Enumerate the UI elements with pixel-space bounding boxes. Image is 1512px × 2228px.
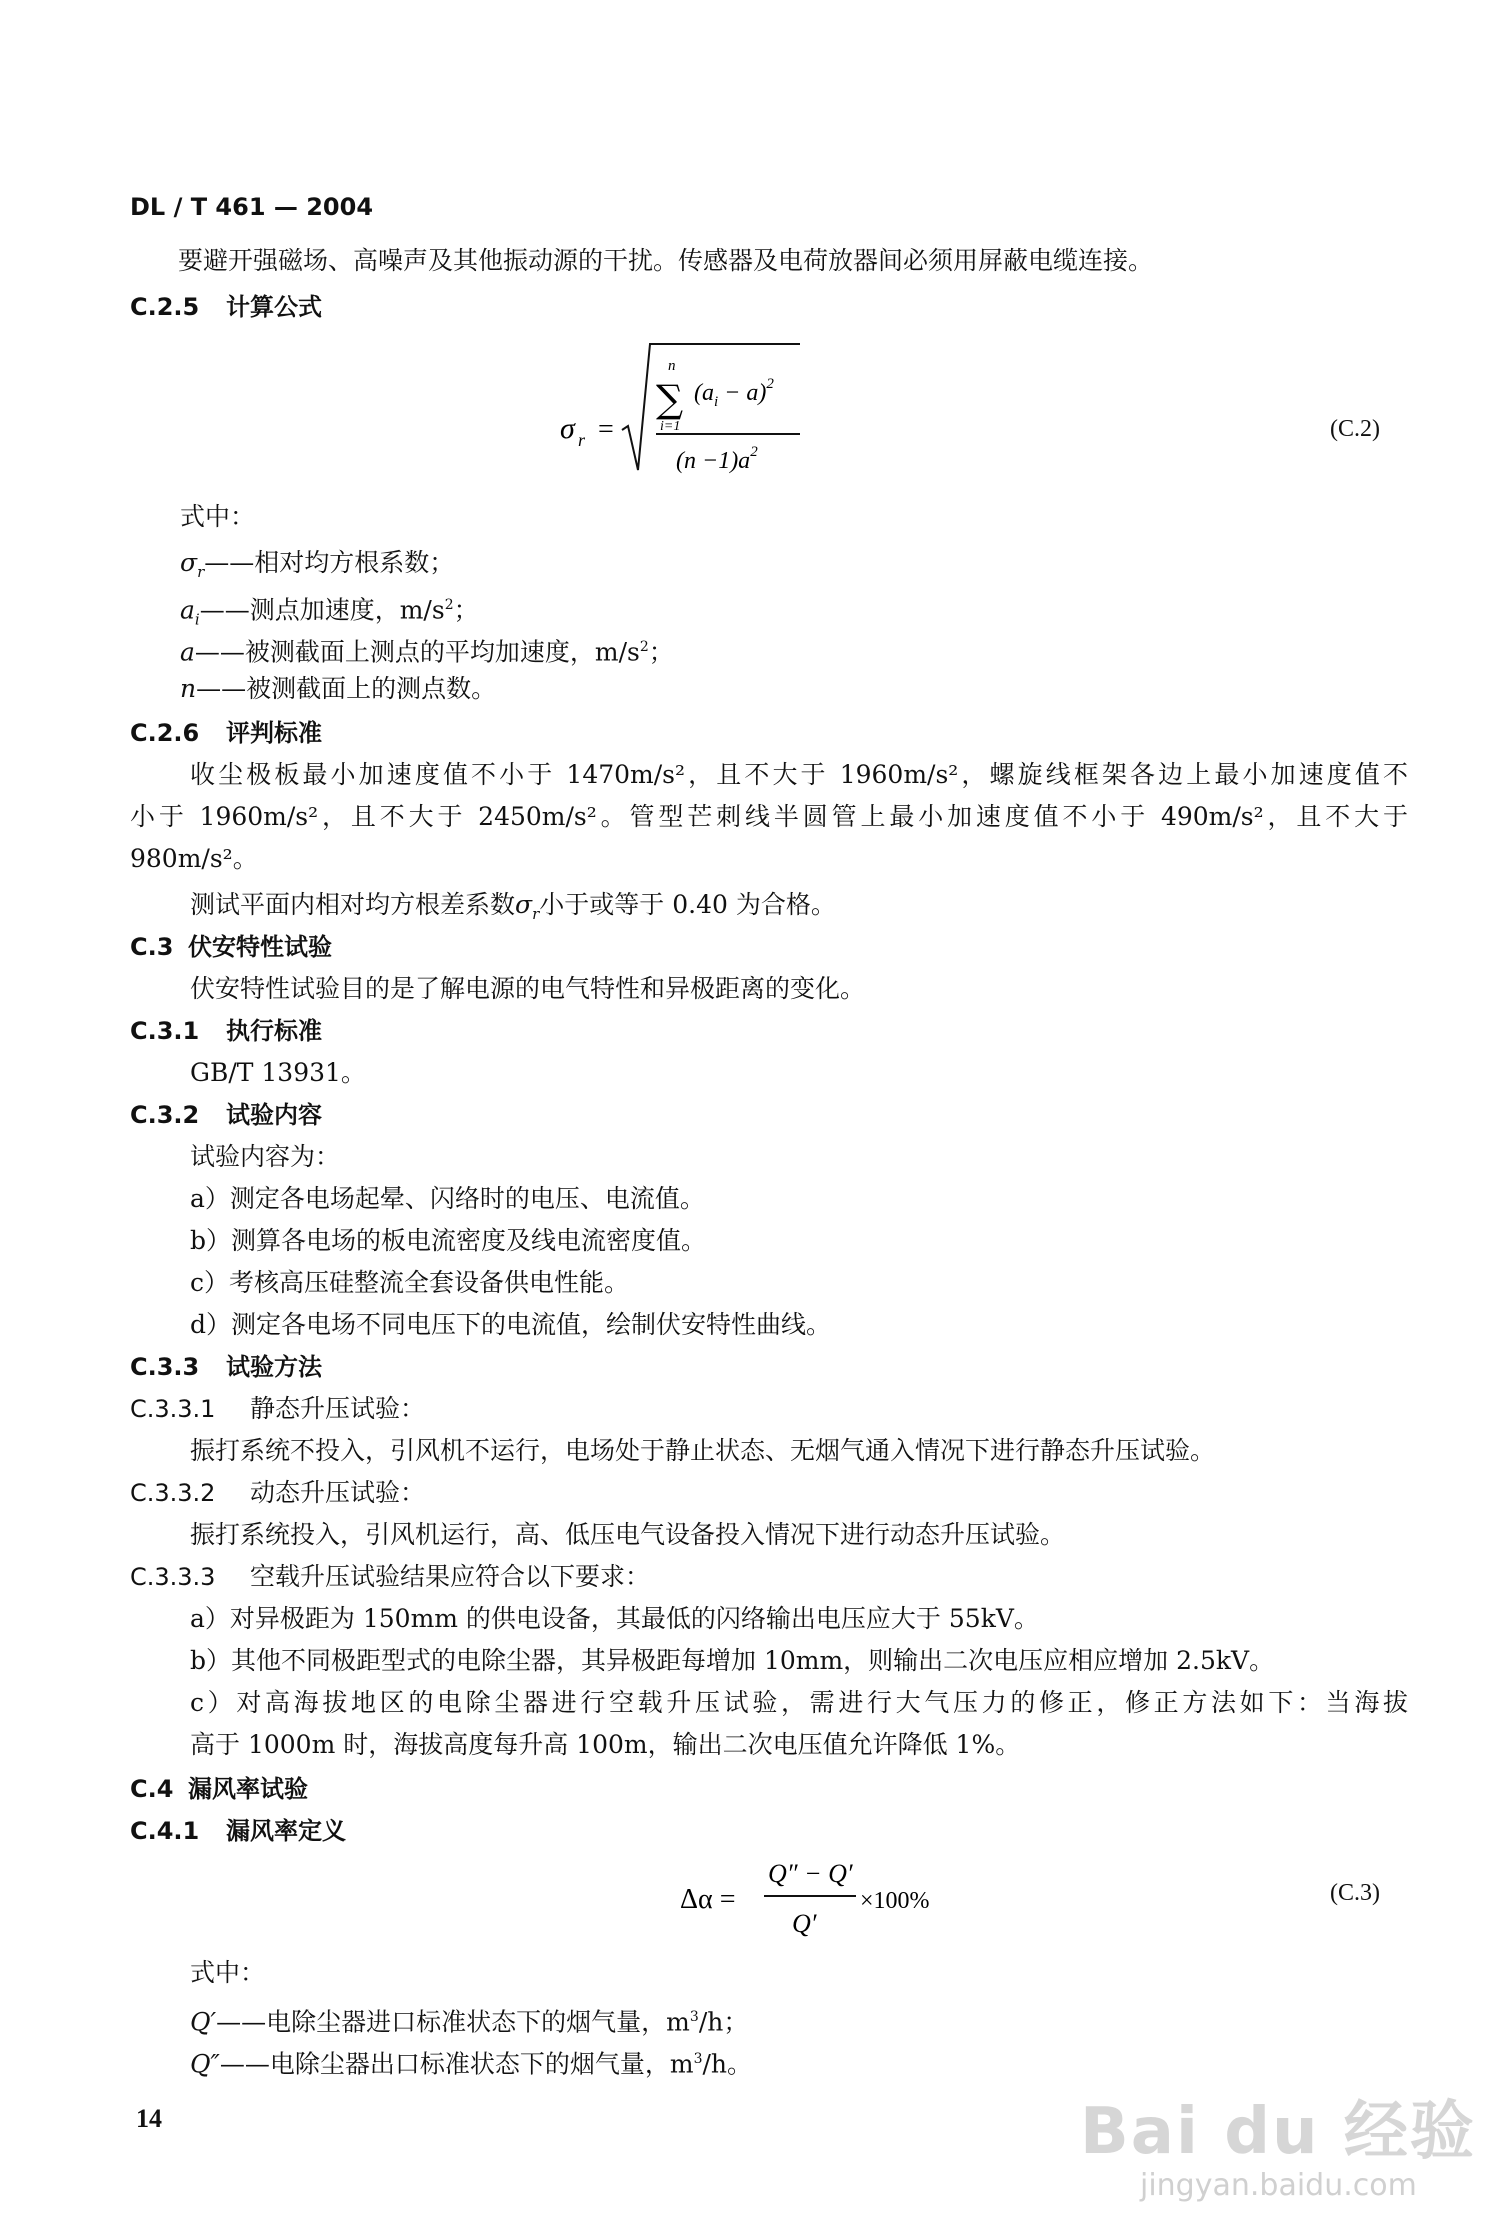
heading-c332: C.3.3.2 动态升压试验： [130, 1478, 426, 1507]
list-item: a）测定各电场起晕、闪络时的电压、电流值。 [190, 1184, 705, 1213]
sum-top: n [668, 358, 676, 374]
heading-title: 试验内容 [226, 1101, 322, 1129]
formula-lhs: Δα = [680, 1884, 736, 1915]
criteria-line-3: 980m/s²。 [130, 844, 258, 873]
heading-c25 [130, 290, 322, 324]
numer: $(a_i - a)^2$ [694, 376, 774, 410]
heading-number: C.3.3 [130, 1353, 200, 1381]
list-item: a）对异极距为 150mm 的供电设备，其最低的闪络输出电压应大于 55kV。 [190, 1604, 1039, 1633]
heading-number: C.4 [130, 1775, 174, 1803]
list-item: c）对高海拔地区的电除尘器进行空载升压试验，需进行大气压力的修正，修正方法如下：当海拔 [190, 1688, 1408, 1717]
watermark-url: jingyan.baidu.com [1140, 2168, 1417, 2203]
criteria-line-1: 收尘极板最小加速度值不小于 1470m/s²，且不大于 1960m/s²，螺旋线框架各边上最小加速度值不 [190, 760, 1408, 789]
heading-number: C.2.5 [130, 293, 200, 321]
heading-c4 [130, 1772, 308, 1806]
def-n: n——被测截面上的测点数。 [180, 674, 497, 703]
c332-text: 振打系统投入，引风机运行，高、低压电气设备投入情况下进行动态升压试验。 [190, 1520, 1066, 1549]
page-number: 14 [136, 2104, 162, 2133]
def-q-outlet: Q″——电除尘器出口标准状态下的烟气量，$m^3/h$。 [190, 2049, 753, 2079]
def-sigma-r: $\sigma_r——$相对均方根系数； [180, 548, 455, 581]
list-item: c）考核高压硅整流全套设备供电性能。 [190, 1268, 630, 1297]
heading-number: C.3.2 [130, 1101, 200, 1129]
def-q-inlet: Q′——电除尘器进口标准状态下的烟气量，$m^3/h$； [190, 2007, 749, 2037]
heading-title: 试验方法 [226, 1353, 322, 1381]
list-item: 高于 1000m 时，海拔高度每升高 100m，输出二次电压值允许降低 1%。 [190, 1730, 1021, 1759]
where-label: 式中： [190, 1958, 266, 1987]
criteria-pass: 测试平面内相对均方根差系数$\sigma_r$小于或等于 0.40 为合格。 [190, 890, 836, 923]
heading-title: 计算公式 [226, 293, 322, 321]
sum-sign: ∑ [656, 377, 684, 421]
heading-title: 执行标准 [226, 1017, 322, 1045]
formula-lhs-sub: r [578, 430, 586, 450]
denom: Q′ [792, 1909, 817, 1938]
heading-c333: C.3.3.3 空载升压试验结果应符合以下要求： [130, 1562, 651, 1591]
def-ai: $a_i——$测点加速度，$m/s^2$； [180, 595, 479, 629]
eq-number-c3: (C.3) [1330, 1880, 1380, 1906]
sum-bottom: i=1 [660, 419, 681, 434]
heading-c32 [130, 1098, 322, 1132]
def-a: a——被测截面上测点的平均加速度，$m/s^2$； [180, 637, 674, 667]
formula-lhs: σ [560, 412, 575, 445]
formula-equals: = [598, 414, 614, 445]
numer: Q″ − Q′ [768, 1859, 853, 1888]
heading-c26 [130, 716, 322, 750]
c3-text: 伏安特性试验目的是了解电源的电气特性和异极距离的变化。 [190, 974, 866, 1003]
heading-title: 伏安特性试验 [188, 933, 332, 961]
c331-text: 振打系统不投入，引风机不运行，电场处于静止状态、无烟气通入情况下进行静态升压试验。 [190, 1436, 1216, 1465]
heading-c331: C.3.3.1 静态升压试验： [130, 1394, 426, 1423]
eq-number-c2: (C.2) [1330, 416, 1380, 442]
heading-number: C.2.6 [130, 719, 200, 747]
intro-line: 要避开强磁场、高噪声及其他振动源的干扰。传感器及电荷放器间必须用屏蔽电缆连接。 [178, 246, 1154, 275]
formula-c2 [560, 338, 860, 488]
heading-c41 [130, 1814, 346, 1848]
heading-c3 [130, 930, 332, 964]
heading-c33 [130, 1350, 322, 1384]
c31-text: GB/T 13931。 [190, 1058, 366, 1087]
heading-number: C.3 [130, 933, 174, 961]
heading-c31 [130, 1014, 322, 1048]
document-id: DL / T 461 — 2004 [130, 193, 374, 221]
heading-title: 漏风率试验 [188, 1775, 308, 1803]
denom: $(n -1)a^2$ [676, 444, 758, 474]
list-item: d）测定各电场不同电压下的电流值，绘制伏安特性曲线。 [190, 1310, 832, 1339]
where-label: 式中： [180, 502, 256, 531]
factor: ×100% [860, 1888, 930, 1914]
heading-number: C.3.1 [130, 1017, 200, 1045]
heading-title: 漏风率定义 [226, 1817, 346, 1845]
list-item: b）测算各电场的板电流密度及线电流密度值。 [190, 1226, 707, 1255]
formula-c3 [680, 1846, 960, 1946]
heading-number: C.4.1 [130, 1817, 200, 1845]
watermark-logo: Bai du 经验 [1080, 2095, 1476, 2169]
heading-title: 评判标准 [226, 719, 322, 747]
criteria-line-2: 小于 1960m/s²，且不大于 2450m/s²。管型芒刺线半圆管上最小加速度值不小于 490m/s²，且不大于 [130, 802, 1408, 831]
list-item: b）其他不同极距型式的电除尘器，其异极距每增加 10mm，则输出二次电压应相应增加 2.5kV。 [190, 1646, 1275, 1675]
c32-lead: 试验内容为： [190, 1142, 341, 1171]
